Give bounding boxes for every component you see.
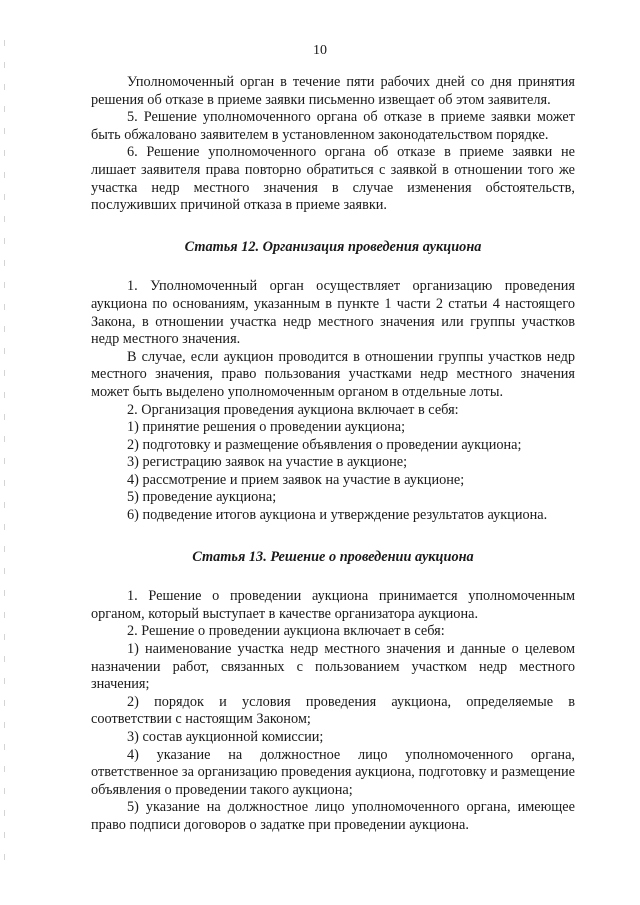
paragraph: 1. Решение о проведении аукциона принимается уполномоченным органом, который выступает в качестве организатора аукциона. [91,588,575,622]
list-item: 6) подведение итогов аукциона и утверждение результатов аукциона. [127,507,548,524]
list-item: 4) указание на должностное лицо уполномоченного органа, ответственное за организацию проведения аукциона, подготовку и размещение объявления о проведении такого аукциона; [91,746,575,798]
page-number: 10 [313,43,327,58]
document-body [91,74,575,835]
list-item: 5) проведение аукциона; [127,489,277,506]
list-item: 4) рассмотрение и прием заявок на участие в аукционе; [127,471,465,488]
paragraph: Уполномоченный орган в течение пяти рабочих дней со дня принятия решения об отказе в приеме заявки письменно извещает об этом заявителя. [91,74,575,108]
paragraph: В случае, если аукцион проводится в отношении группы участков недр местного значения, право пользования участками недр местного значения может быть выделено уполномоченным органом в отдельные лоты. [91,348,575,400]
list-item: 5) указание на должностное лицо уполномоченного органа, имеющее право подписи договоров о задатке при проведении аукциона. [91,799,575,833]
article-12-heading: Статья 12. Организация проведения аукциона [184,238,482,255]
list-item: 2. Организация проведения аукциона включает в себя: [127,401,459,418]
list-item: 3) регистрацию заявок на участие в аукционе; [127,454,408,471]
paragraph: 6. Решение уполномоченного органа об отказе в приеме заявки не лишает заявителя права повторно обратиться с заявкой в отношении того же участка недр местного значения в случае изменения обстоятельств, послуживших причиной отказа в приеме заявки. [91,144,575,214]
article-13-heading: Статья 13. Решение о проведении аукциона [192,548,474,565]
scan-edge-artifact [4,40,5,870]
list-item: 1) принятие решения о проведении аукциона; [127,419,406,436]
list-item: 2) порядок и условия проведения аукциона, определяемые в соответствии с настоящим Законом; [91,693,575,728]
paragraph: 1. Уполномоченный орган осуществляет организацию проведения аукциона по основаниям, указанным в пункте 1 части 2 статьи 4 настоящего Закона, в отношении участка недр местного значения или группы участков недр местного значения. [91,278,575,348]
list-item: 1) наименование участка недр местного значения и данные о целевом назначении работ, связанных с пользованием участком недр местного значения; [91,641,575,693]
list-item: 2. Решение о проведении аукциона включает в себя: [127,623,445,640]
list-item: 2) подготовку и размещение объявления о проведении аукциона; [127,436,522,453]
paragraph: 5. Решение уполномоченного органа об отказе в приеме заявки может быть обжаловано заявителем в установленном законодательством порядке. [91,109,575,143]
list-item: 3) состав аукционной комиссии; [127,729,324,745]
